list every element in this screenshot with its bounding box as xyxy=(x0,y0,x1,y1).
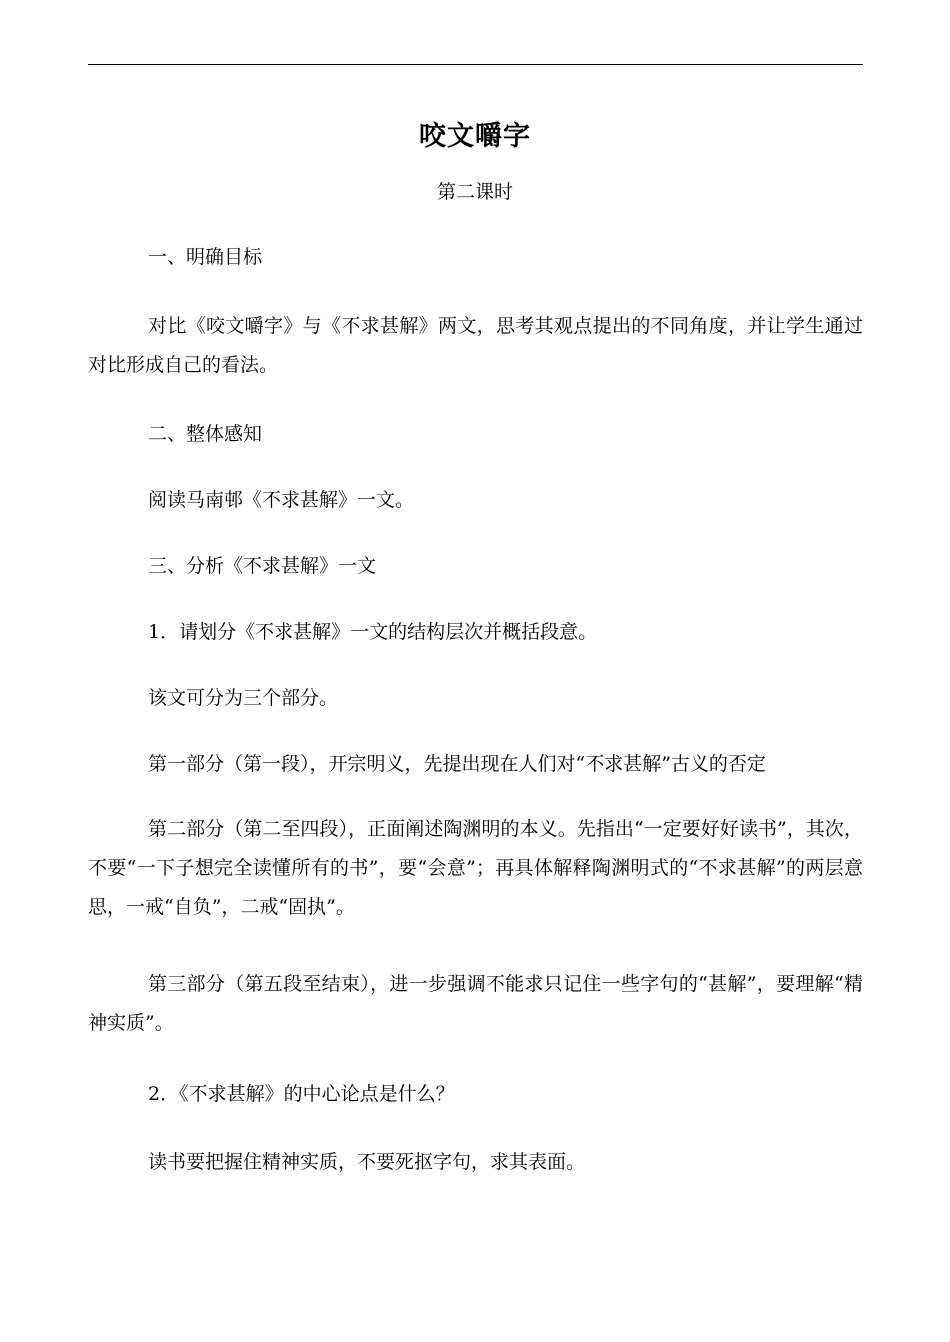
paragraph-overview: 阅读马南邨《不求甚解》一文。 xyxy=(148,489,415,511)
document-title: 咬文嚼字 xyxy=(419,121,531,152)
header-rule xyxy=(88,64,863,65)
answer-1-part-3: 第三部分（第五段至结束），进一步强调不能求只记住一些字句的“甚解”，要理解“精神实质”。 xyxy=(88,973,863,1034)
answer-1-part-1: 第一部分（第一段），开宗明义，先提出现在人们对“不求甚解”古义的否定 xyxy=(148,753,766,775)
section-heading-analysis: 三、分析《不求甚解》一文 xyxy=(148,555,377,577)
section-heading-objectives: 一、明确目标 xyxy=(148,246,263,268)
answer-1-part-2: 第二部分（第二至四段），正面阐述陶渊明的本义。先指出“一定要好好读书”，其次，不要“一下子想完全读懂所有的书”，要“会意”；再具体解释陶渊明式的“不求甚解”的两层意思，一戒“自负”，二戒“固执”。 xyxy=(88,818,863,918)
document-subtitle: 第二课时 xyxy=(436,181,513,203)
question-1: 1．请划分《不求甚解》一文的结构层次并概括段意。 xyxy=(148,621,598,643)
section-heading-overview: 二、整体感知 xyxy=(148,423,263,445)
question-2: 2．《不求甚解》的中心论点是什么？ xyxy=(148,1083,455,1105)
answer-2: 读书要把握住精神实质，不要死抠字句，求其表面。 xyxy=(148,1151,586,1173)
answer-1-intro: 该文可分为三个部分。 xyxy=(148,687,339,709)
paragraph-objectives: 对比《咬文嚼字》与《不求甚解》两文，思考其观点提出的不同角度，并让学生通过对比形成自己的看法。 xyxy=(88,315,863,376)
